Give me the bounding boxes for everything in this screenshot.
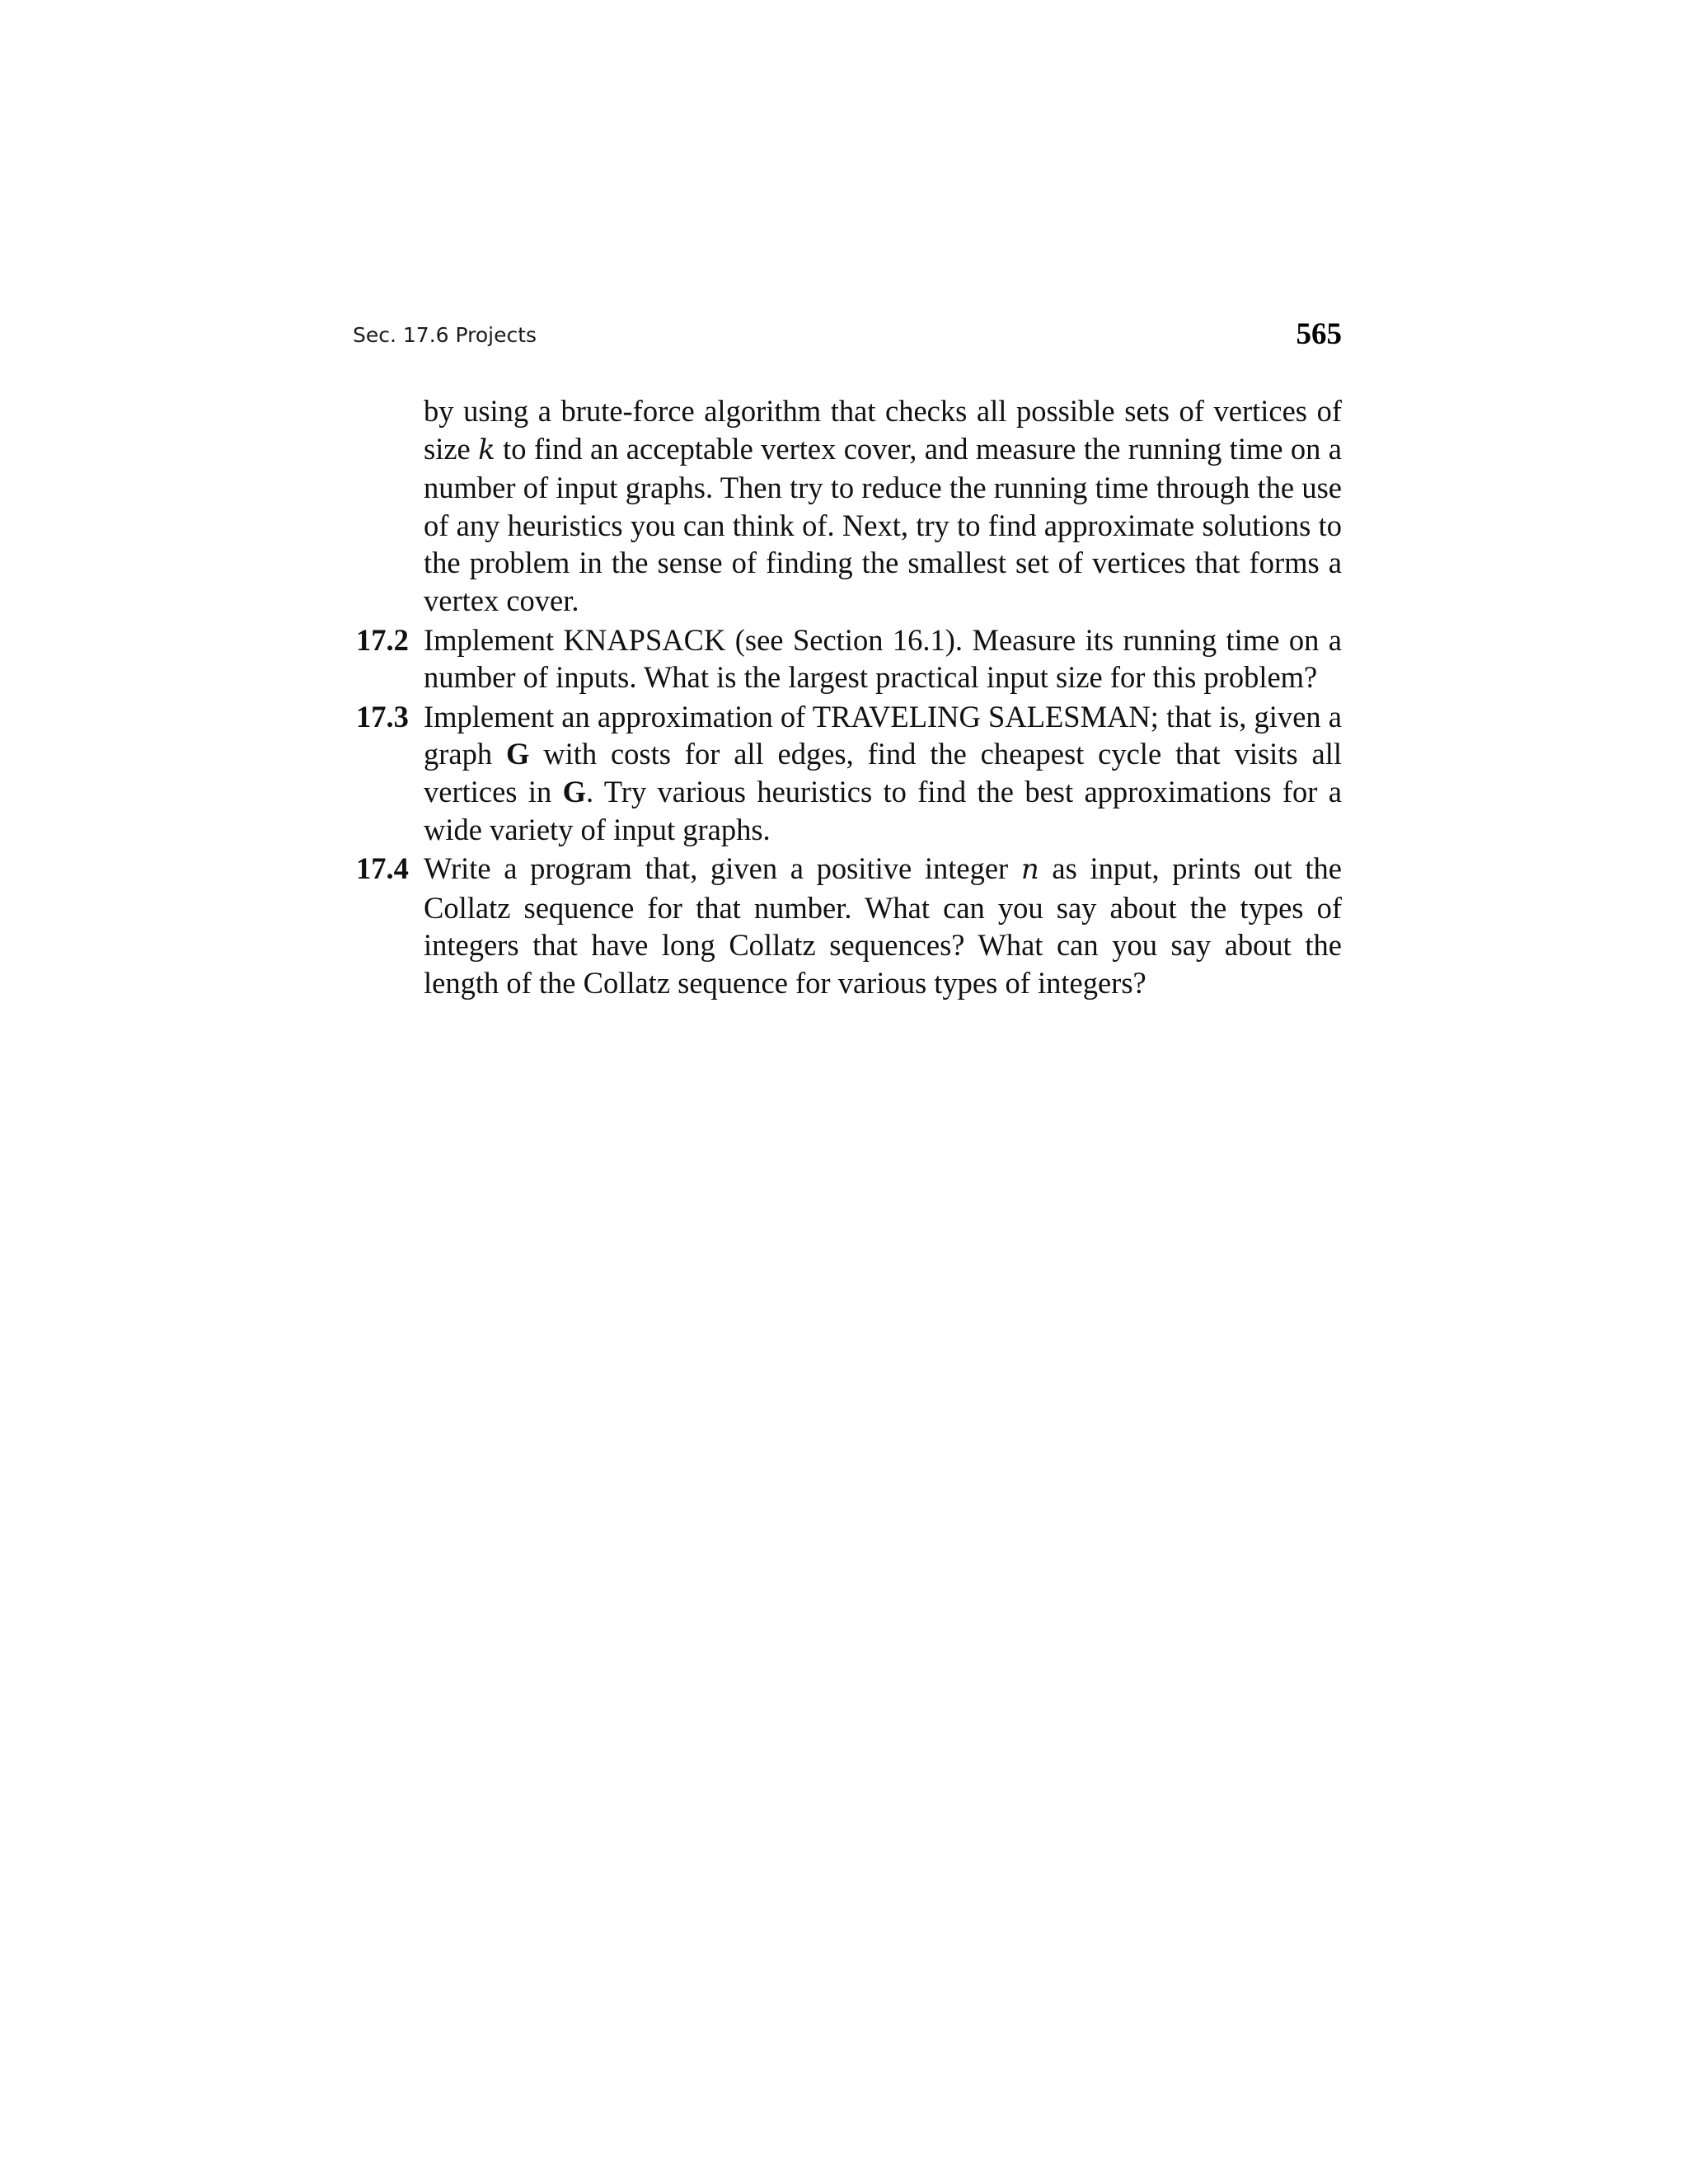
project-17-4: [353, 850, 1342, 1001]
project-text-1: Implement an approximation of TRAVELING SALESMAN; that is, given a graph: [424, 699, 1342, 771]
intro-paragraph: [424, 392, 1342, 620]
graph-symbol: G: [505, 737, 530, 771]
project-text-1: Write a program that, given a positive integer: [424, 851, 1021, 886]
page-number: 565: [1296, 317, 1342, 351]
intro-text-1: by using a brute-force algorithm that checks all possible sets of vertices of size: [424, 394, 1342, 466]
running-head: [353, 316, 1342, 358]
project-number: 17.4: [356, 851, 409, 886]
math-var-n: n: [1020, 853, 1039, 887]
project-text: Implement KNAPSACK (see Section 16.1). Measure its running time on a number of inputs. What is the largest practical input size for this problem?: [424, 622, 1342, 695]
project-17-2: [353, 621, 1342, 696]
project-number: 17.2: [356, 622, 409, 657]
math-var-k: k: [478, 433, 495, 466]
graph-symbol: G: [562, 774, 586, 808]
project-text-2: as input, prints out the Collatz sequence for that number. What can you say about the types of integers that have long Collatz sequences? What can you say about the length of the Collatz sequence for various types of integers?: [424, 851, 1342, 1000]
project-text-3: . Try various heuristics to find the best approximations for a wide variety of input graphs.: [424, 774, 1342, 846]
section-label: Sec. 17.6 Projects: [353, 323, 537, 347]
body-text: [353, 392, 1342, 1002]
project-number: 17.3: [356, 699, 409, 733]
project-17-3: [353, 698, 1342, 848]
project-text-2: with costs for all edges, find the cheapest cycle that visits all vertices in: [424, 737, 1342, 808]
intro-text-2: to find an acceptable vertex cover, and measure the running time on a number of input graphs. Then try to reduce the running time through the use of any heuristics you can think of. Next, try to find approximate solutions to the problem in the sense of finding the smallest set of vertices that forms a vertex cover.: [424, 431, 1342, 617]
